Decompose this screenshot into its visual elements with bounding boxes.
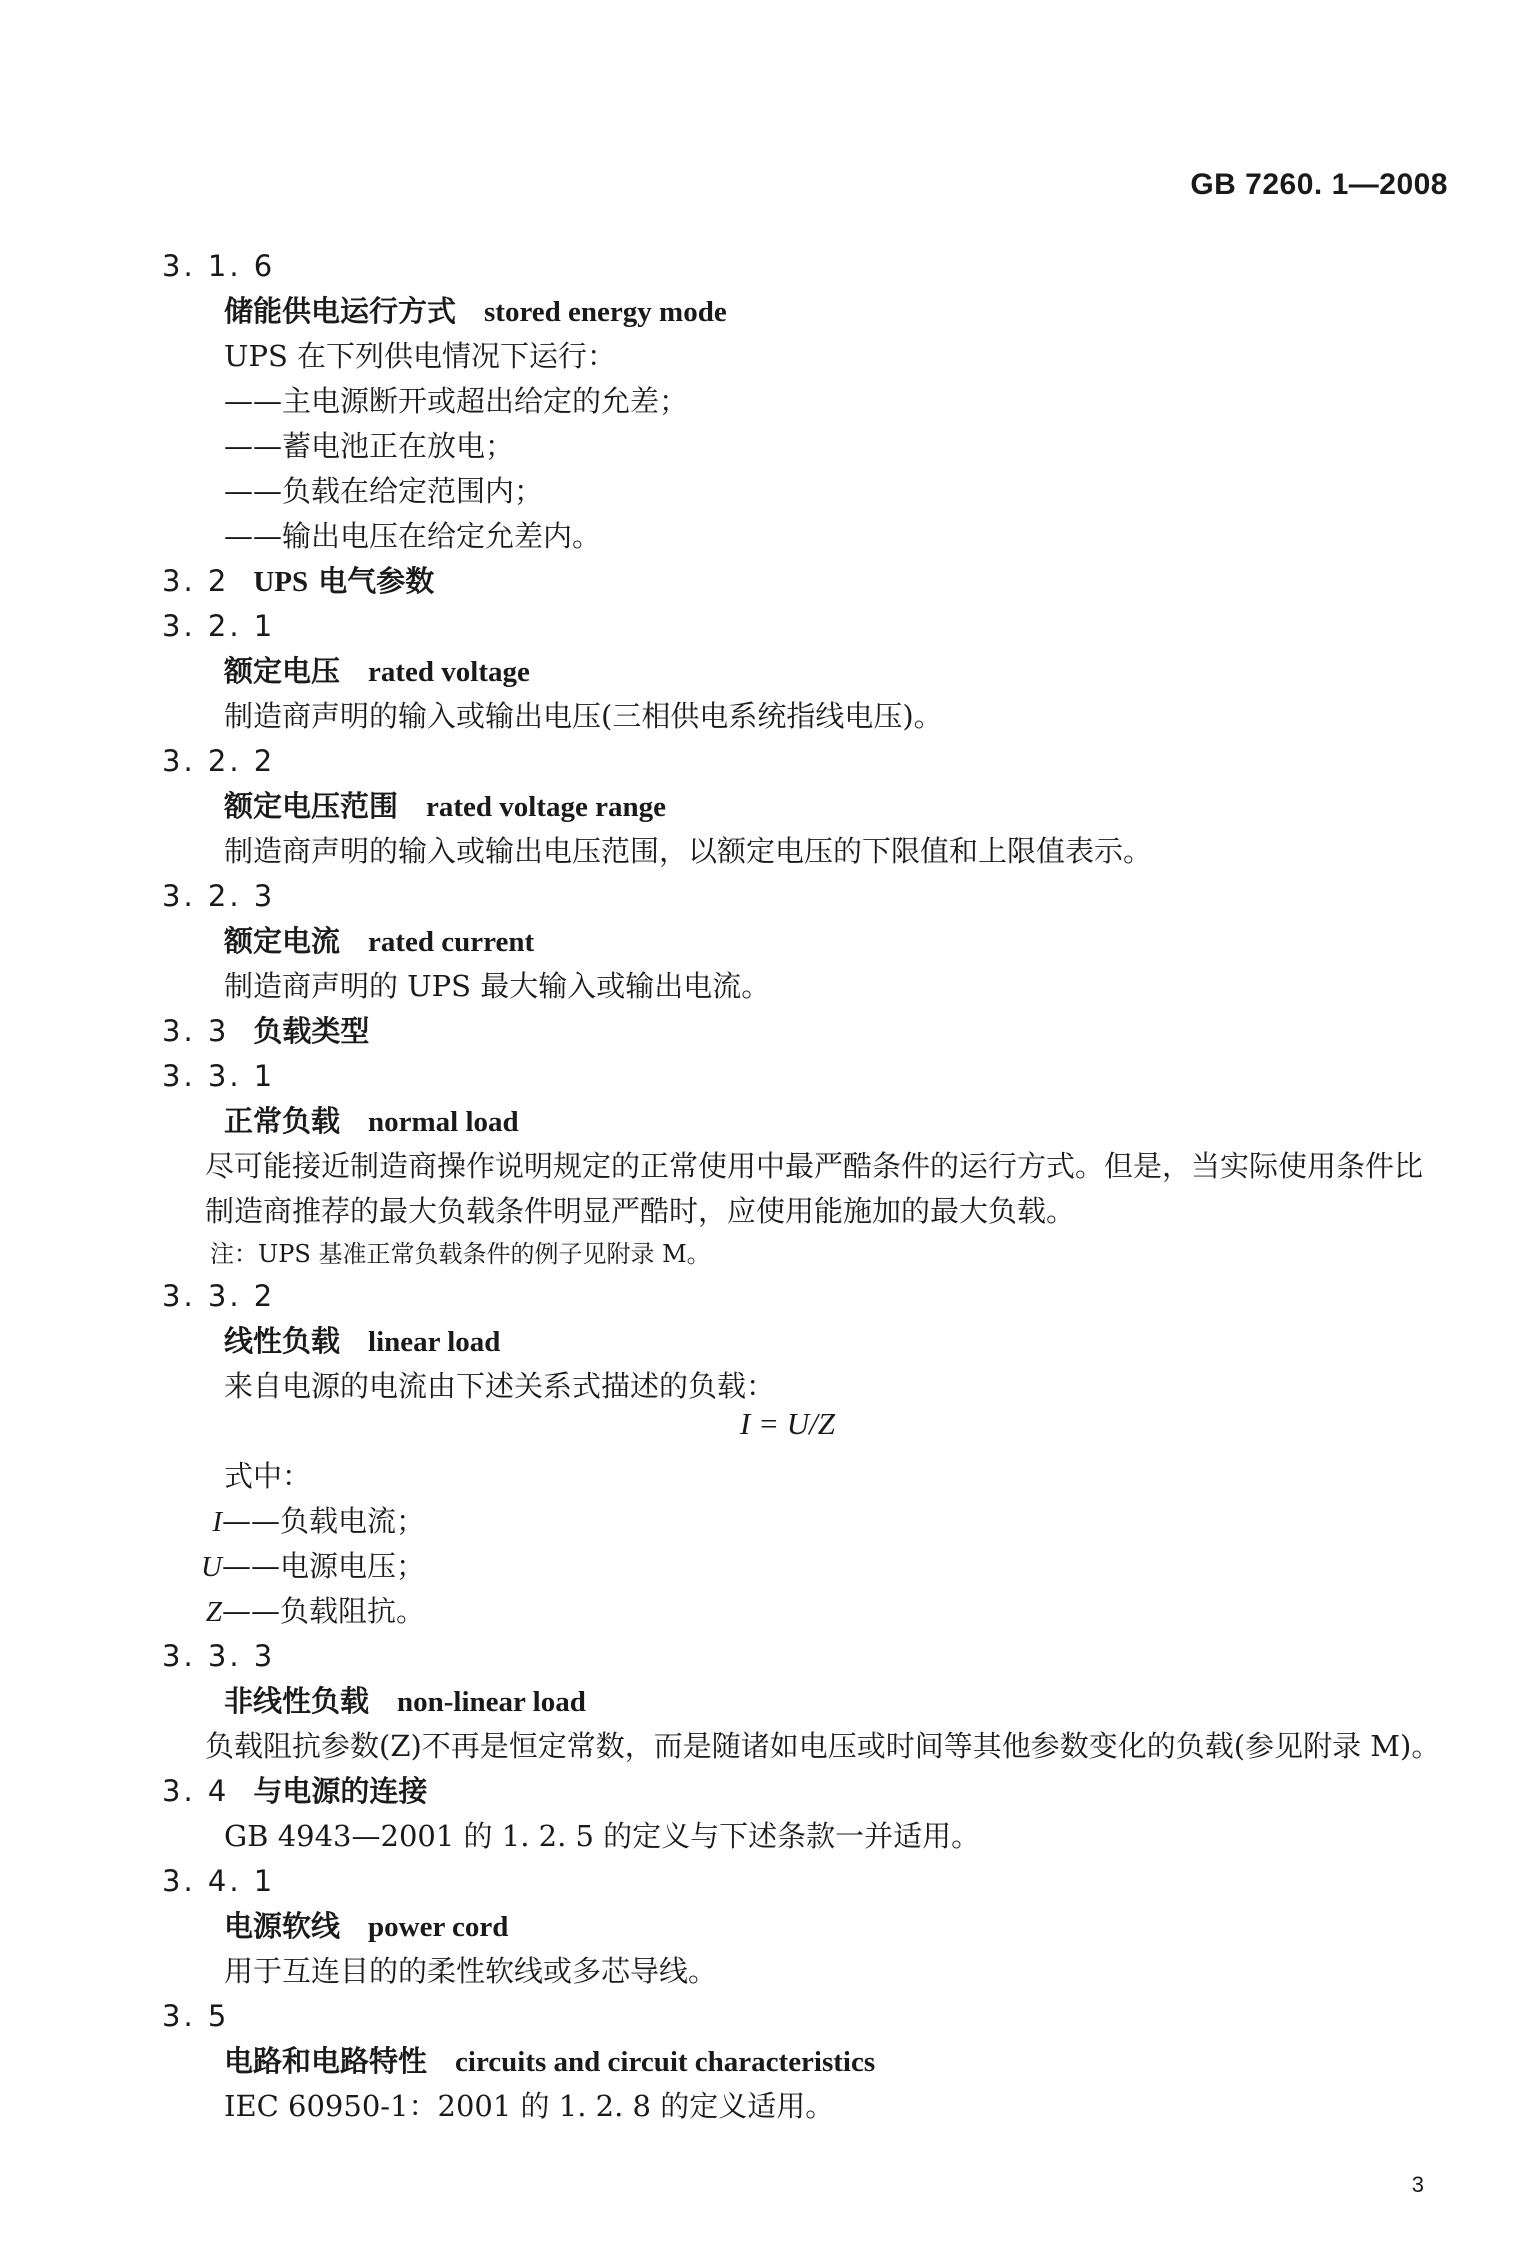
term-en: rated voltage (368, 656, 530, 688)
formula: I = U/Z (740, 1406, 835, 1441)
definition-text: 制造商推荐的最大负载条件明显严酷时，应使用能施加的最大负载。 (205, 1194, 1076, 1228)
definition-text: 尽可能接近制造商操作说明规定的正常使用中最严酷条件的运行方式。但是，当实际使用条件比 (205, 1149, 1424, 1183)
list-item: ——蓄电池正在放电； (224, 429, 515, 463)
definition-text: 用于互连目的的柔性软线或多芯导线。 (224, 1954, 718, 1988)
definition-text: 来自电源的电流由下述关系式描述的负载： (224, 1369, 776, 1403)
clause-number-3-3-2: 3. 3. 2 (162, 1279, 276, 1313)
variable-definition (190, 1546, 425, 1587)
term-zh: 额定电压范围 (224, 789, 399, 823)
definition-text: 制造商声明的 UPS 最大输入或输出电流。 (224, 969, 771, 1003)
variable-symbol: I (212, 1506, 222, 1538)
clause-number-3-4-1: 3. 4. 1 (162, 1864, 276, 1898)
section-heading-3-4 (162, 1771, 427, 1811)
variable-description: ——负载电流； (222, 1504, 426, 1538)
clause-number-3-2-1: 3. 2. 1 (162, 609, 276, 643)
note-text: 注：UPS 基准正常负载条件的例子见附录 M。 (210, 1240, 711, 1268)
term-en: non-linear load (397, 1686, 586, 1718)
term-en: linear load (368, 1326, 501, 1358)
term-en: normal load (368, 1106, 519, 1138)
term-power-cord (224, 1906, 508, 1947)
term-zh: 额定电压 (224, 654, 341, 688)
section-title-zh: 电气参数 (308, 564, 435, 598)
section-number: 3. 2 (162, 564, 230, 598)
clause-number-3-3-1: 3. 3. 1 (162, 1059, 276, 1093)
variable-definition (190, 1501, 425, 1542)
variable-symbol: Z (205, 1596, 222, 1628)
term-zh: 储能供电运行方式 (224, 294, 457, 328)
definition-text: UPS 在下列供电情况下运行： (224, 339, 617, 373)
term-zh: 额定电流 (224, 924, 341, 958)
definition-text: IEC 60950-1：2001 的 1. 2. 8 的定义适用。 (224, 2089, 835, 2123)
section-title-en: UPS (253, 566, 309, 598)
clause-number-3-1-6: 3. 1. 6 (162, 249, 276, 283)
variable-description: ——负载阻抗。 (222, 1594, 426, 1628)
clause-number-3-5: 3. 5 (162, 1999, 230, 2033)
term-en: rated current (368, 926, 535, 958)
term-circuits-and-characteristics (224, 2041, 875, 2082)
term-stored-energy-mode (224, 291, 727, 332)
term-en: circuits and circuit characteristics (455, 2046, 876, 2078)
term-rated-voltage-range (224, 786, 666, 827)
term-zh: 正常负载 (224, 1104, 341, 1138)
term-normal-load (224, 1101, 519, 1142)
list-item: ——输出电压在给定允差内。 (224, 519, 602, 553)
variable-symbol: U (201, 1551, 222, 1583)
term-en: power cord (368, 1911, 509, 1943)
clause-number-3-2-3: 3. 2. 3 (162, 879, 276, 913)
definition-text: 制造商声明的输入或输出电压范围，以额定电压的下限值和上限值表示。 (224, 834, 1153, 868)
section-number: 3. 4 (162, 1774, 230, 1808)
term-zh: 电源软线 (224, 1909, 341, 1943)
section-heading-3-3 (162, 1011, 369, 1051)
variable-definition (190, 1591, 425, 1632)
list-item: ——负载在给定范围内； (224, 474, 544, 508)
definition-text: 负载阻抗参数(Z)不再是恒定常数，而是随诸如电压或时间等其他参数变化的负载(参见附录 M)。 (205, 1729, 1441, 1763)
term-zh: 非线性负载 (224, 1684, 370, 1718)
page-number: 3 (1411, 2172, 1424, 2197)
term-linear-load (224, 1321, 500, 1362)
clause-number-3-2-2: 3. 2. 2 (162, 744, 276, 778)
term-en: rated voltage range (426, 791, 667, 823)
list-item: ——主电源断开或超出给定的允差； (224, 384, 689, 418)
variable-description: ——电源电压； (222, 1549, 426, 1583)
where-label: 式中： (224, 1459, 312, 1493)
term-zh: 线性负载 (224, 1324, 341, 1358)
section-title-zh: 负载类型 (253, 1014, 370, 1048)
clause-number-3-3-3: 3. 3. 3 (162, 1639, 276, 1673)
section-heading-3-2 (162, 561, 434, 602)
section-number: 3. 3 (162, 1014, 230, 1048)
standard-header: GB 7260. 1—2008 (1190, 168, 1448, 201)
definition-text: GB 4943—2001 的 1. 2. 5 的定义与下述条款一并适用。 (224, 1819, 981, 1853)
term-en: stored energy mode (484, 296, 727, 328)
section-title-zh: 与电源的连接 (253, 1774, 428, 1808)
term-rated-current (224, 921, 534, 962)
term-zh: 电路和电路特性 (224, 2044, 428, 2078)
term-rated-voltage (224, 651, 530, 692)
term-non-linear-load (224, 1681, 586, 1722)
definition-text: 制造商声明的输入或输出电压(三相供电系统指线电压)。 (224, 699, 943, 733)
